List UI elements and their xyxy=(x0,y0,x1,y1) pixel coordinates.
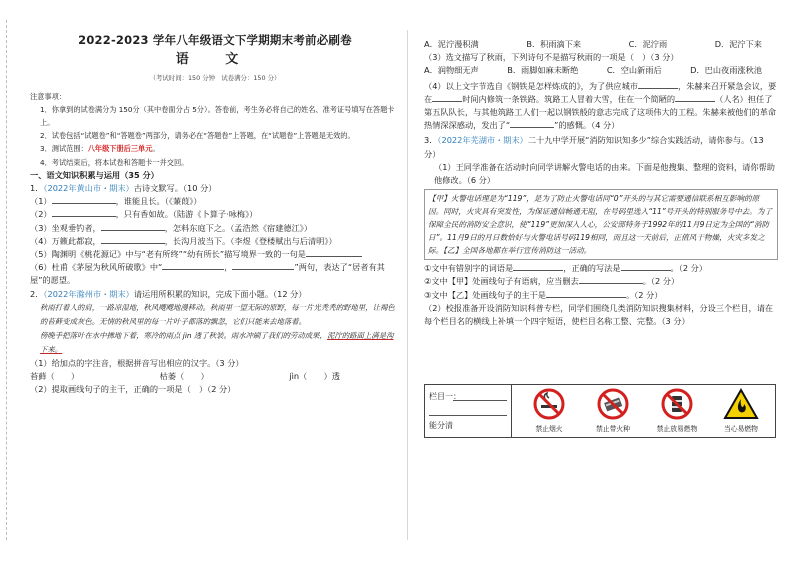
sub4-part-d: （人名）担任了第五队队长，与其他筑路工人们一起以钢铁般的意志完成了这项伟大的工程。朱赫来被他们的革命热情深深感动，发出了“ xyxy=(424,93,777,131)
option-b[interactable]: B．雨脚如麻未断绝 xyxy=(507,65,579,76)
question-1: 1．（2022年黄山市・期末）古诗文默写。（10 分） xyxy=(30,183,217,194)
option-d[interactable]: D．泥泞下来 xyxy=(714,39,762,49)
q3-answer-1 xyxy=(424,262,778,275)
safety-signs xyxy=(517,387,773,435)
exam-info: （考试时间：150 分钟 试卷满分：150 分） xyxy=(149,74,281,83)
question-3 xyxy=(424,134,778,160)
sign-label-2: 禁止带火种 xyxy=(596,425,630,433)
notes-heading: 注意事项： xyxy=(30,91,66,101)
q1-6-end: ”两句，表达了“居者有其屋”的愿望。 xyxy=(30,262,385,286)
column-label-cell xyxy=(425,385,512,437)
pinyin-item-3: jìn（ ）透 xyxy=(289,371,340,382)
note-3-scope: 八年级下册后三单元 xyxy=(87,144,153,154)
q1-line-3-text: ，怎料东庭下之。（孟浩然《宿建德江》） xyxy=(164,222,313,233)
q3-sub-2: （2）校报准备开设消防知识科普专栏，同学们围绕几类消防知识搜集材料，分设三个栏目，请在每个栏目名的横线上补填一个四字短语，使栏目名称工整、完整。（3 分） xyxy=(424,302,774,327)
q3-number: 3． xyxy=(424,135,438,146)
q3-answer-3 xyxy=(424,289,778,302)
q1-6-start: （6）杜甫《茅屋为秋风所破歌》中“ xyxy=(30,262,163,273)
sign-flammable-warning xyxy=(715,387,767,435)
q1-source: （2022年黄山市・期末） xyxy=(43,183,134,194)
q1-line-3 xyxy=(30,222,400,235)
sign-no-flammables xyxy=(651,387,703,435)
binding-margin xyxy=(6,20,17,540)
option-a[interactable]: A．润物细无声 xyxy=(424,65,479,76)
answer-blank[interactable] xyxy=(52,203,116,204)
answer-blank[interactable] xyxy=(101,243,165,244)
q3-text: 二十九中学开展“消防知识知多少”综合实践活动，请你参与。（13 分） xyxy=(424,135,764,159)
sub-question-1-items xyxy=(30,370,400,383)
q2-number: 2． xyxy=(30,288,44,299)
answer-blank[interactable] xyxy=(513,270,563,271)
q1-line-2 xyxy=(30,208,400,221)
passage-paragraph-2 xyxy=(30,329,400,357)
sign-label-4: 当心易燃物 xyxy=(724,425,758,433)
option-b[interactable]: B．积雨滴下来 xyxy=(526,39,582,49)
right-column xyxy=(424,38,778,328)
answer-blank[interactable] xyxy=(306,256,362,257)
q3-a2-end: 。（2 分） xyxy=(642,276,680,287)
q2-text: 请运用所积累的知识，完成下面小题。（12 分） xyxy=(133,288,307,299)
q3-a3-text: ③文中【乙】处画线句子的主干是 xyxy=(424,289,546,300)
q1-prefix-3: （3）坐观垂钓者， xyxy=(30,222,101,233)
note-3 xyxy=(30,142,400,155)
option-d[interactable]: D．巴山夜雨涨秋池 xyxy=(690,65,762,76)
q1-line-1 xyxy=(30,195,400,208)
subject-title: 语 文 xyxy=(175,52,255,68)
answer-blank[interactable] xyxy=(232,269,294,270)
answer-blank[interactable] xyxy=(546,297,626,298)
note-3-end: 。 xyxy=(152,144,160,154)
question-2 xyxy=(30,288,400,301)
sign-label-1: 禁止烟火 xyxy=(535,425,563,433)
pinyin-item-1: 苔藓（ ） xyxy=(30,371,80,382)
sub4-part-e: ”的感慨。（4 分） xyxy=(554,120,620,131)
pinyin-item-2: 枯萎（ ） xyxy=(159,371,209,382)
note-2: 2．试卷包括“试题卷”和“答题卷”两部分，请务必在“答题卷”上答题，在“试题卷”上答题是无效的。 xyxy=(40,131,355,141)
sub-question-3: （3）选文描写了秋雨，下列诗句不是描写秋雨的一项是（ ）（3 分） xyxy=(424,52,679,63)
no-smoking-icon xyxy=(532,387,566,421)
page-title: 2022-2023 学年八年级语文下学期期末考前必刷卷 xyxy=(78,33,352,47)
sub-question-1: （1）给加点的字注音，根据拼音写出相应的汉字。（3 分） xyxy=(30,357,244,368)
sign-no-matches xyxy=(587,387,639,435)
note-4: 4．考试结束后，将本试卷和答题卡一并交回。 xyxy=(40,157,189,167)
column-one-blank[interactable] xyxy=(453,400,507,401)
column-one-label: 栏目一： xyxy=(429,392,461,401)
answer-blank[interactable] xyxy=(510,127,554,128)
note-1: 1．你拿到的试卷满分为 150分（其中卷面分占 5分）。答卷前，考生务必将自己的姓名、准考证号填写在答题卡上。 xyxy=(40,104,395,128)
column-two-label: 能分清 xyxy=(429,421,453,430)
q2-source: （2022年滁州市・期末） xyxy=(43,288,134,299)
answer-blank[interactable] xyxy=(162,269,224,270)
answer-blank[interactable] xyxy=(52,216,116,217)
answer-blank[interactable] xyxy=(101,230,165,231)
column-divider xyxy=(407,30,408,540)
option-a[interactable]: A．泥泞漫积满 xyxy=(424,39,479,49)
passage-paragraph-1: 秋雨打着人的肩，一路凉湿地，秋风飕飕地漫移动。秋雨里一望无际的原野，每一片光秃秃的野地里，让褐色的苔藓变成灰色。无情的秋风里的每一片叶子都落的飘忽，它们只能来去地落着。 xyxy=(40,302,395,326)
option-c[interactable]: C．泥泞雨 xyxy=(628,39,668,49)
sub2-options xyxy=(424,38,778,51)
option-c[interactable]: C．空山新雨后 xyxy=(606,65,662,76)
sub4-part-a: （4）以上文字节选自《钢铁是怎样炼成的》，为了供应城市 xyxy=(424,80,638,91)
section1-heading: 一、语文知识积累与运用（35 分） xyxy=(30,169,159,180)
left-column xyxy=(30,34,400,396)
answer-blank[interactable] xyxy=(579,283,643,284)
q3-a1-end: 。（2 分） xyxy=(670,263,708,274)
q3-a1-mid: ，正确的写法是 xyxy=(563,263,621,274)
q1-line-4 xyxy=(30,235,400,248)
q1-prefix-2: （2） xyxy=(30,209,52,220)
q3-a3-end: 。（2 分） xyxy=(625,289,663,300)
q3-a1-text: ①文中有错别字的词语是 xyxy=(424,263,514,274)
sub4-part-c: 时间内修筑一条铁路。筑路工人冒着大雪，住在一个简陋的 xyxy=(462,93,676,104)
sub4-part-b: ，朱赫来召开紧急会议，要在 xyxy=(424,80,777,104)
sign-label-3: 禁止放易燃物 xyxy=(656,425,698,433)
no-matches-icon xyxy=(596,387,630,421)
sign-no-smoking xyxy=(523,387,575,435)
q1-line-2-text: ，只有香如故。（陆游《卜算子·咏梅》） xyxy=(115,209,258,220)
fire-info-box: 【甲】火警电话理是为“119”，是为了防止火警电话同“0”开头的与其它需要通信联系相互影响的原因。同时，火灾具有突发性，为保证通信畅通无阻，在号码里选入“11”号开头的特别服务号中去。为了保障全民的消防安全意识，使“119”更加深入人心，公安部特务于1992年的11月9日定为全国的“消防日”。11月9日的月日数恰好与火警电话号码119相同，而且这一天前后，正值风干物燥，火灾多发之际。【乙】全国各地都在举行宣传消防这一活动。 xyxy=(424,189,778,260)
passage-underlined: 泥泞的路面上满是沟下来。 xyxy=(40,330,394,354)
q1-prefix-4: （4）万籁此都寂， xyxy=(30,235,101,246)
passage-2-start: 傍晚手把落叶在水中拂地下着，寒冷的雨点 jìn 透了秋装。雨水冲刷了我们的劳动成果， xyxy=(40,330,327,340)
q3-sub-1: （1）王同学准备在活动时向同学讲解火警电话的由来。下面是他搜集、整理的资料，请你帮助他修改。（6 分） xyxy=(434,161,775,186)
note-3-label: 3．测试范围： xyxy=(40,144,88,154)
q1-line-5 xyxy=(30,248,400,261)
flammable-warning-icon xyxy=(723,387,759,421)
q1-5-text: （5）陶渊明《桃花源记》中与“老有所终”“幼有所长”描写境界一致的一句是 xyxy=(30,249,306,260)
sub-question-2: （2）提取画线句子的主干，正确的一项是（ ）（2 分） xyxy=(30,384,236,395)
q1-prefix-1: （1） xyxy=(30,196,52,207)
sub-question-4 xyxy=(424,80,778,133)
no-flammables-icon xyxy=(660,387,694,421)
answer-blank[interactable] xyxy=(432,101,462,102)
q3-source: （2022年芜湖市・期末） xyxy=(437,135,528,146)
answer-blank[interactable] xyxy=(621,270,671,271)
answer-blank[interactable] xyxy=(638,88,678,89)
q3-a2-text: ②文中【甲】处画线句子有语病，应当删去 xyxy=(424,276,579,287)
fire-safety-table xyxy=(424,384,776,438)
q1-line-4-text: ，长沟月波当下。（李煜《登楼赋出与后清明》） xyxy=(164,235,337,246)
q1-line-1-text: ，谁能且长。（《蒹葭》） xyxy=(115,196,202,207)
answer-blank[interactable] xyxy=(675,101,715,102)
q3-answer-2 xyxy=(424,275,778,288)
sub3-options xyxy=(424,64,778,77)
column-one-line[interactable] xyxy=(429,415,507,416)
q1-text: 古诗文默写。（10 分） xyxy=(133,183,217,194)
q1-line-6: （6）杜甫《茅屋为秋风所破歌》中“ ， ”两句，表达了“居者有其屋”的愿望。 xyxy=(30,262,385,286)
